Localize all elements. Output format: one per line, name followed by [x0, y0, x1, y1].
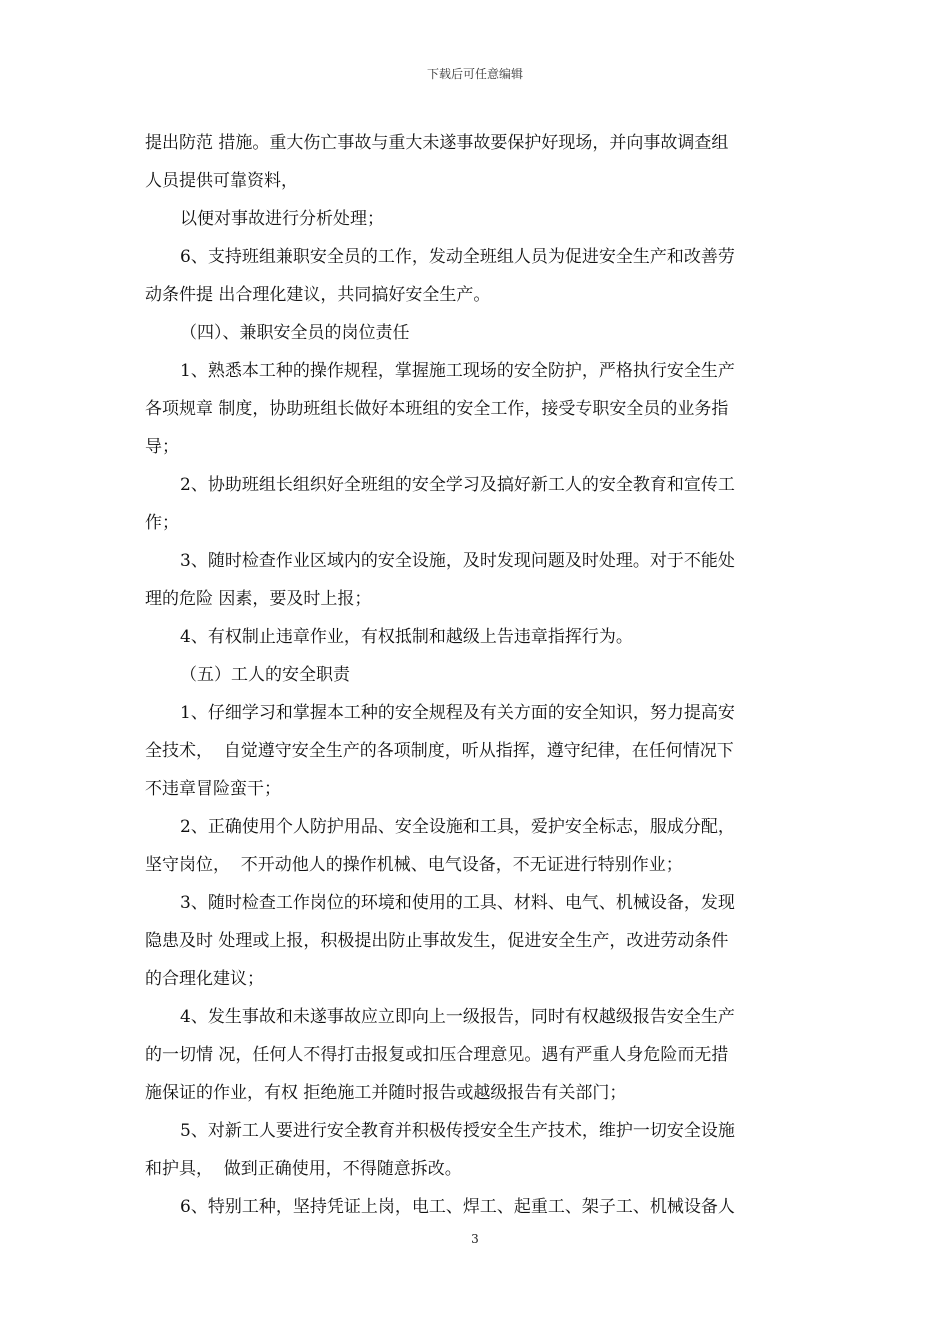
body-line: 坚守岗位， 不开动他人的操作机械、电气设备，不无证进行特别作业；: [145, 855, 683, 875]
body-line: 6、特别工种，坚持凭证上岗，电工、焊工、起重工、架子工、机械设备人: [180, 1197, 735, 1217]
body-line: 3、随时检查工作岗位的环境和使用的工具、材料、电气、机械设备，发现: [180, 893, 735, 913]
body-line: 导；: [145, 437, 179, 457]
body-line: 理的危险 因素，要及时上报；: [145, 589, 372, 609]
body-line: 人员提供可靠资料，: [145, 171, 298, 191]
body-line: 5、对新工人要进行安全教育并积极传授安全生产技术，维护一切安全设施: [180, 1121, 735, 1141]
section-heading: （四）、兼职安全员的岗位责任: [180, 323, 410, 343]
body-line: 以便对事故进行分析处理；: [180, 209, 384, 229]
body-line: 4、发生事故和未遂事故应立即向上一级报告，同时有权越级报告安全生产: [180, 1007, 735, 1027]
body-line: 隐患及时 处理或上报，积极提出防止事故发生，促进安全生产，改进劳动条件: [145, 931, 729, 951]
body-line: 全技术， 自觉遵守安全生产的各项制度，听从指挥，遵守纪律，在任何情况下: [145, 741, 734, 761]
page-header: 下载后可任意编辑: [426, 67, 523, 81]
body-line: 动条件提 出合理化建议，共同搞好安全生产。: [145, 285, 491, 305]
document-body: [145, 124, 807, 1226]
body-line: 的一切情 况，任何人不得打击报复或扣压合理意见。遇有严重人身危险而无措: [145, 1045, 729, 1065]
body-line: 2、协助班组长组织好全班组的安全学习及搞好新工人的安全教育和宣传工: [180, 475, 735, 495]
body-line: 各项规章 制度，协助班组长做好本班组的安全工作，接受专职安全员的业务指: [145, 399, 729, 419]
body-line: 不违章冒险蛮干；: [145, 779, 281, 799]
body-line: 2、正确使用个人防护用品、安全设施和工具，爱护安全标志，服成分配，: [180, 817, 735, 837]
body-line: 3、随时检查作业区域内的安全设施，及时发现问题及时处理。对于不能处: [180, 551, 735, 571]
body-line: 1、熟悉本工种的操作规程，掌握施工现场的安全防护，严格执行安全生产: [180, 361, 735, 381]
body-line: 4、有权制止违章作业，有权抵制和越级上告违章指挥行为。: [180, 627, 633, 647]
section-heading: （五）工人的安全职责: [180, 665, 350, 685]
body-line: 的合理化建议；: [145, 969, 264, 989]
body-line: 和护具， 做到正确使用，不得随意拆改。: [145, 1159, 462, 1179]
body-line: 施保证的作业，有权 拒绝施工并随时报告或越级报告有关部门；: [145, 1083, 627, 1103]
body-line: 1、仔细学习和掌握本工种的安全规程及有关方面的安全知识，努力提高安: [180, 703, 735, 723]
body-line: 6、支持班组兼职安全员的工作，发动全班组人员为促进安全生产和改善劳: [180, 247, 735, 267]
page-number: 3: [471, 1232, 479, 1246]
body-line: 提出防范 措施。重大伤亡事故与重大未遂事故要保护好现场，并向事故调查组: [145, 133, 729, 153]
body-line: 作；: [145, 513, 179, 533]
